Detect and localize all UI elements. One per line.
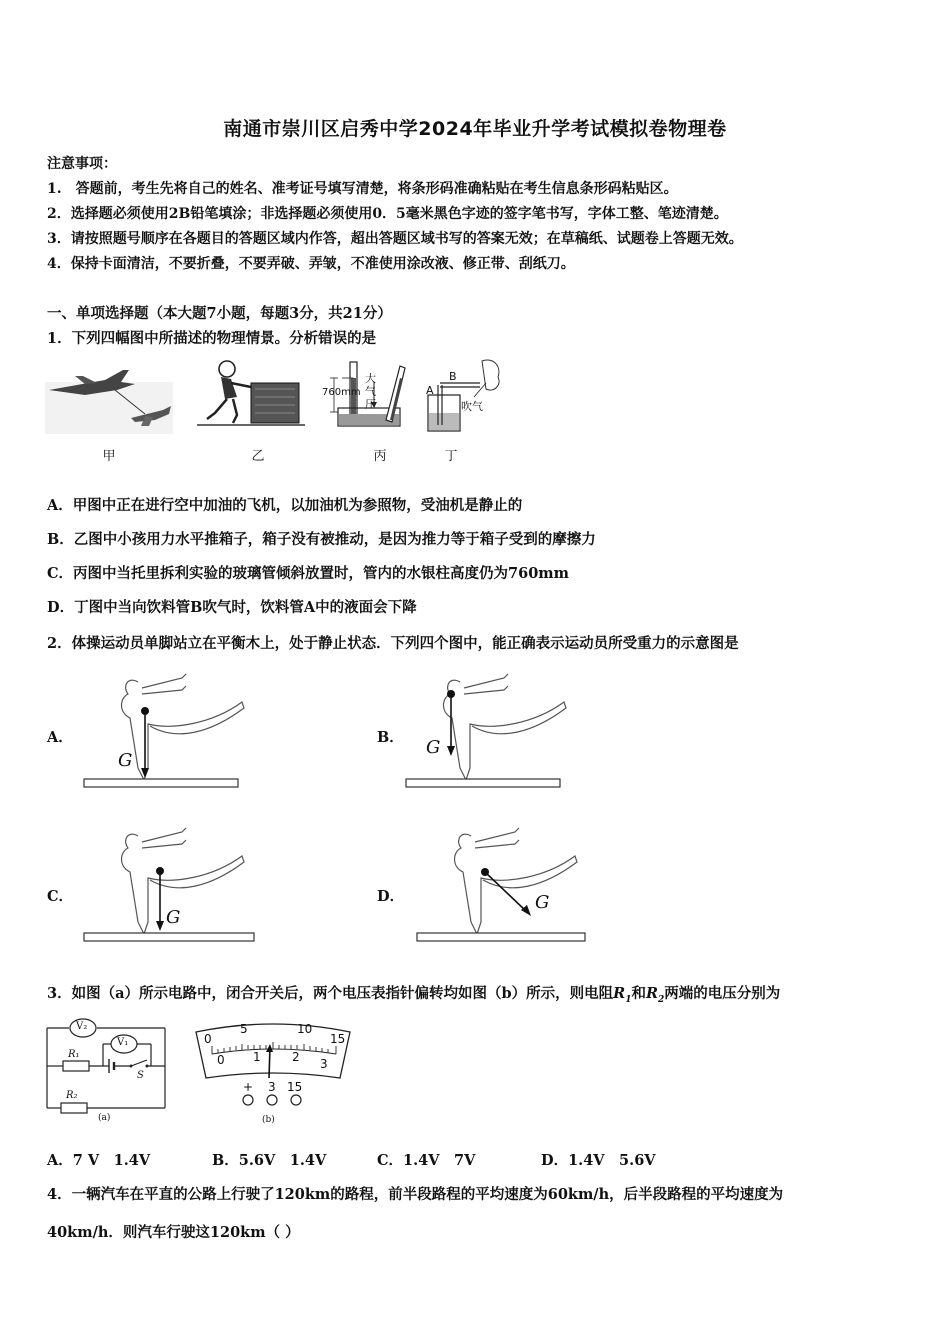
scale-bottom-3: 3 xyxy=(320,1057,328,1071)
option-1b[interactable]: B．乙图中小孩用力水平推箱子，箱子没有被推动，是因为推力等于箱子受到的摩擦力 xyxy=(47,531,596,548)
figure-jia-refueling-planes xyxy=(45,362,173,434)
scale-top-15: 15 xyxy=(330,1032,346,1046)
option-2d-label[interactable]: D． xyxy=(377,888,405,905)
question-3-stem-mid: 和 xyxy=(631,985,646,1002)
question-4-stem-line1: 4．一辆汽车在平直的公路上行驶了120km的路程，前半段路程的平均速度为60km/h，后半段路程的平均速度为 xyxy=(47,1186,784,1203)
question-3-stem-post: 两端的电压分别为 xyxy=(664,985,781,1002)
question-3-stem xyxy=(47,982,780,1005)
scale-bottom-0: 0 xyxy=(217,1053,225,1067)
figure-b-caption: (b) xyxy=(262,1115,275,1125)
resistor-r2-label: R₂ xyxy=(66,1090,78,1101)
option-1d[interactable]: D．丁图中当向饮料管B吹气时，饮料管A中的液面会下降 xyxy=(47,599,417,616)
option-3d[interactable]: D．1.4V 5.6V xyxy=(541,1152,656,1169)
terminal-15: 15 xyxy=(287,1080,303,1094)
notice-item: 1. 答题前，考生先将自己的姓名、准考证号填写清楚，将条形码准确粘贴在考生信息条形码粘贴区。 xyxy=(47,181,678,197)
option-2a-label[interactable]: A． xyxy=(47,729,73,746)
label-atmosphere: 大 xyxy=(365,372,376,385)
scale-top-10: 10 xyxy=(297,1022,313,1036)
question-1-stem: 1．下列四幅图中所描述的物理情景。分析错误的是 xyxy=(47,330,377,347)
r2-subscript: 2 xyxy=(658,994,665,1005)
caption-bing: 丙 xyxy=(373,449,387,464)
label-atmosphere: 压 xyxy=(365,398,376,411)
scale-bottom-2: 2 xyxy=(292,1050,300,1064)
question-4-stem-line2: 40km/h．则汽车行驶这120km（ ） xyxy=(47,1224,300,1241)
option-1c[interactable]: C．丙图中当托里拆利实验的玻璃管倾斜放置时，管内的水银柱高度仍为760mm xyxy=(47,565,569,582)
label-tube-a: A xyxy=(426,384,434,397)
figure-yi-boy-pushing-box xyxy=(197,357,305,429)
label-atmosphere: 气 xyxy=(365,385,376,398)
r1-symbol: R xyxy=(613,985,626,1002)
option-2c-label[interactable]: C． xyxy=(47,888,74,905)
r2-symbol: R xyxy=(645,985,659,1002)
force-label-g: G xyxy=(166,907,181,928)
option-2b-label[interactable]: B． xyxy=(377,729,404,746)
scale-top-5: 5 xyxy=(240,1022,248,1036)
notice-heading: 注意事项： xyxy=(47,156,117,172)
notice-item: 3．请按照题号顺序在各题目的答题区域内作答，超出答题区域书写的答案无效；在草稿纸、试题卷上答题无效。 xyxy=(47,231,743,247)
gymnast-figure-a xyxy=(82,668,262,793)
label-blow: 吹气 xyxy=(461,400,483,413)
label-760mm: 760mm xyxy=(322,387,361,398)
question-3-stem-pre: 3．如图（a）所示电路中，闭合开关后，两个电压表指针偏转均如图（b）所示，则电阻 xyxy=(47,985,614,1002)
scale-top-0: 0 xyxy=(204,1032,212,1046)
terminal-3: 3 xyxy=(268,1080,276,1094)
voltmeter-v1-label: V₁ xyxy=(117,1037,129,1048)
caption-jia: 甲 xyxy=(102,449,116,464)
scale-bottom-1: 1 xyxy=(253,1050,261,1064)
option-3a[interactable]: A．7 V 1.4V xyxy=(47,1152,151,1169)
figure-ding-blowing-straws xyxy=(422,355,506,435)
notice-item: 2．选择题必须使用2B铅笔填涂；非选择题必须使用0．5毫米黑色字迹的签字笔书写，字体工整、笔迹清楚。 xyxy=(47,206,728,222)
figure-a-caption: (a) xyxy=(98,1113,111,1123)
option-1a[interactable]: A．甲图中正在进行空中加油的飞机，以加油机为参照物，受油机是静止的 xyxy=(47,497,523,514)
switch-s-label: S xyxy=(137,1070,144,1081)
force-label-g: G xyxy=(535,892,550,913)
option-3c[interactable]: C．1.4V 7V xyxy=(377,1152,476,1169)
notice-item: 4．保持卡面清洁，不要折叠，不要弄破、弄皱，不准使用涂改液、修正带、刮纸刀。 xyxy=(47,256,575,272)
label-tube-b: B xyxy=(449,370,457,383)
caption-yi: 乙 xyxy=(251,449,265,464)
voltmeter-v2-label: V₂ xyxy=(76,1021,88,1032)
option-3b[interactable]: B．5.6V 1.4V xyxy=(212,1152,327,1169)
resistor-r1-label: R₁ xyxy=(68,1049,80,1060)
circuit-diagram-a xyxy=(43,1016,173,1126)
page-title: 南通市崇川区启秀中学2024年毕业升学考试模拟卷物理卷 xyxy=(223,118,727,140)
question-2-stem: 2．体操运动员单脚站立在平衡木上，处于静止状态．下列四个图中，能正确表示运动员所受重力的示意图是 xyxy=(47,635,739,652)
force-label-g: G xyxy=(118,750,133,771)
gymnast-figure-b xyxy=(404,668,584,793)
r1-subscript: 1 xyxy=(625,994,632,1005)
force-label-g: G xyxy=(426,737,441,758)
terminal-plus: + xyxy=(243,1080,254,1094)
gymnast-figure-d xyxy=(415,822,595,947)
gymnast-figure-c xyxy=(82,822,262,947)
section-heading: 一、单项选择题（本大题7小题，每题3分，共21分） xyxy=(47,305,392,322)
caption-ding: 丁 xyxy=(444,449,458,464)
